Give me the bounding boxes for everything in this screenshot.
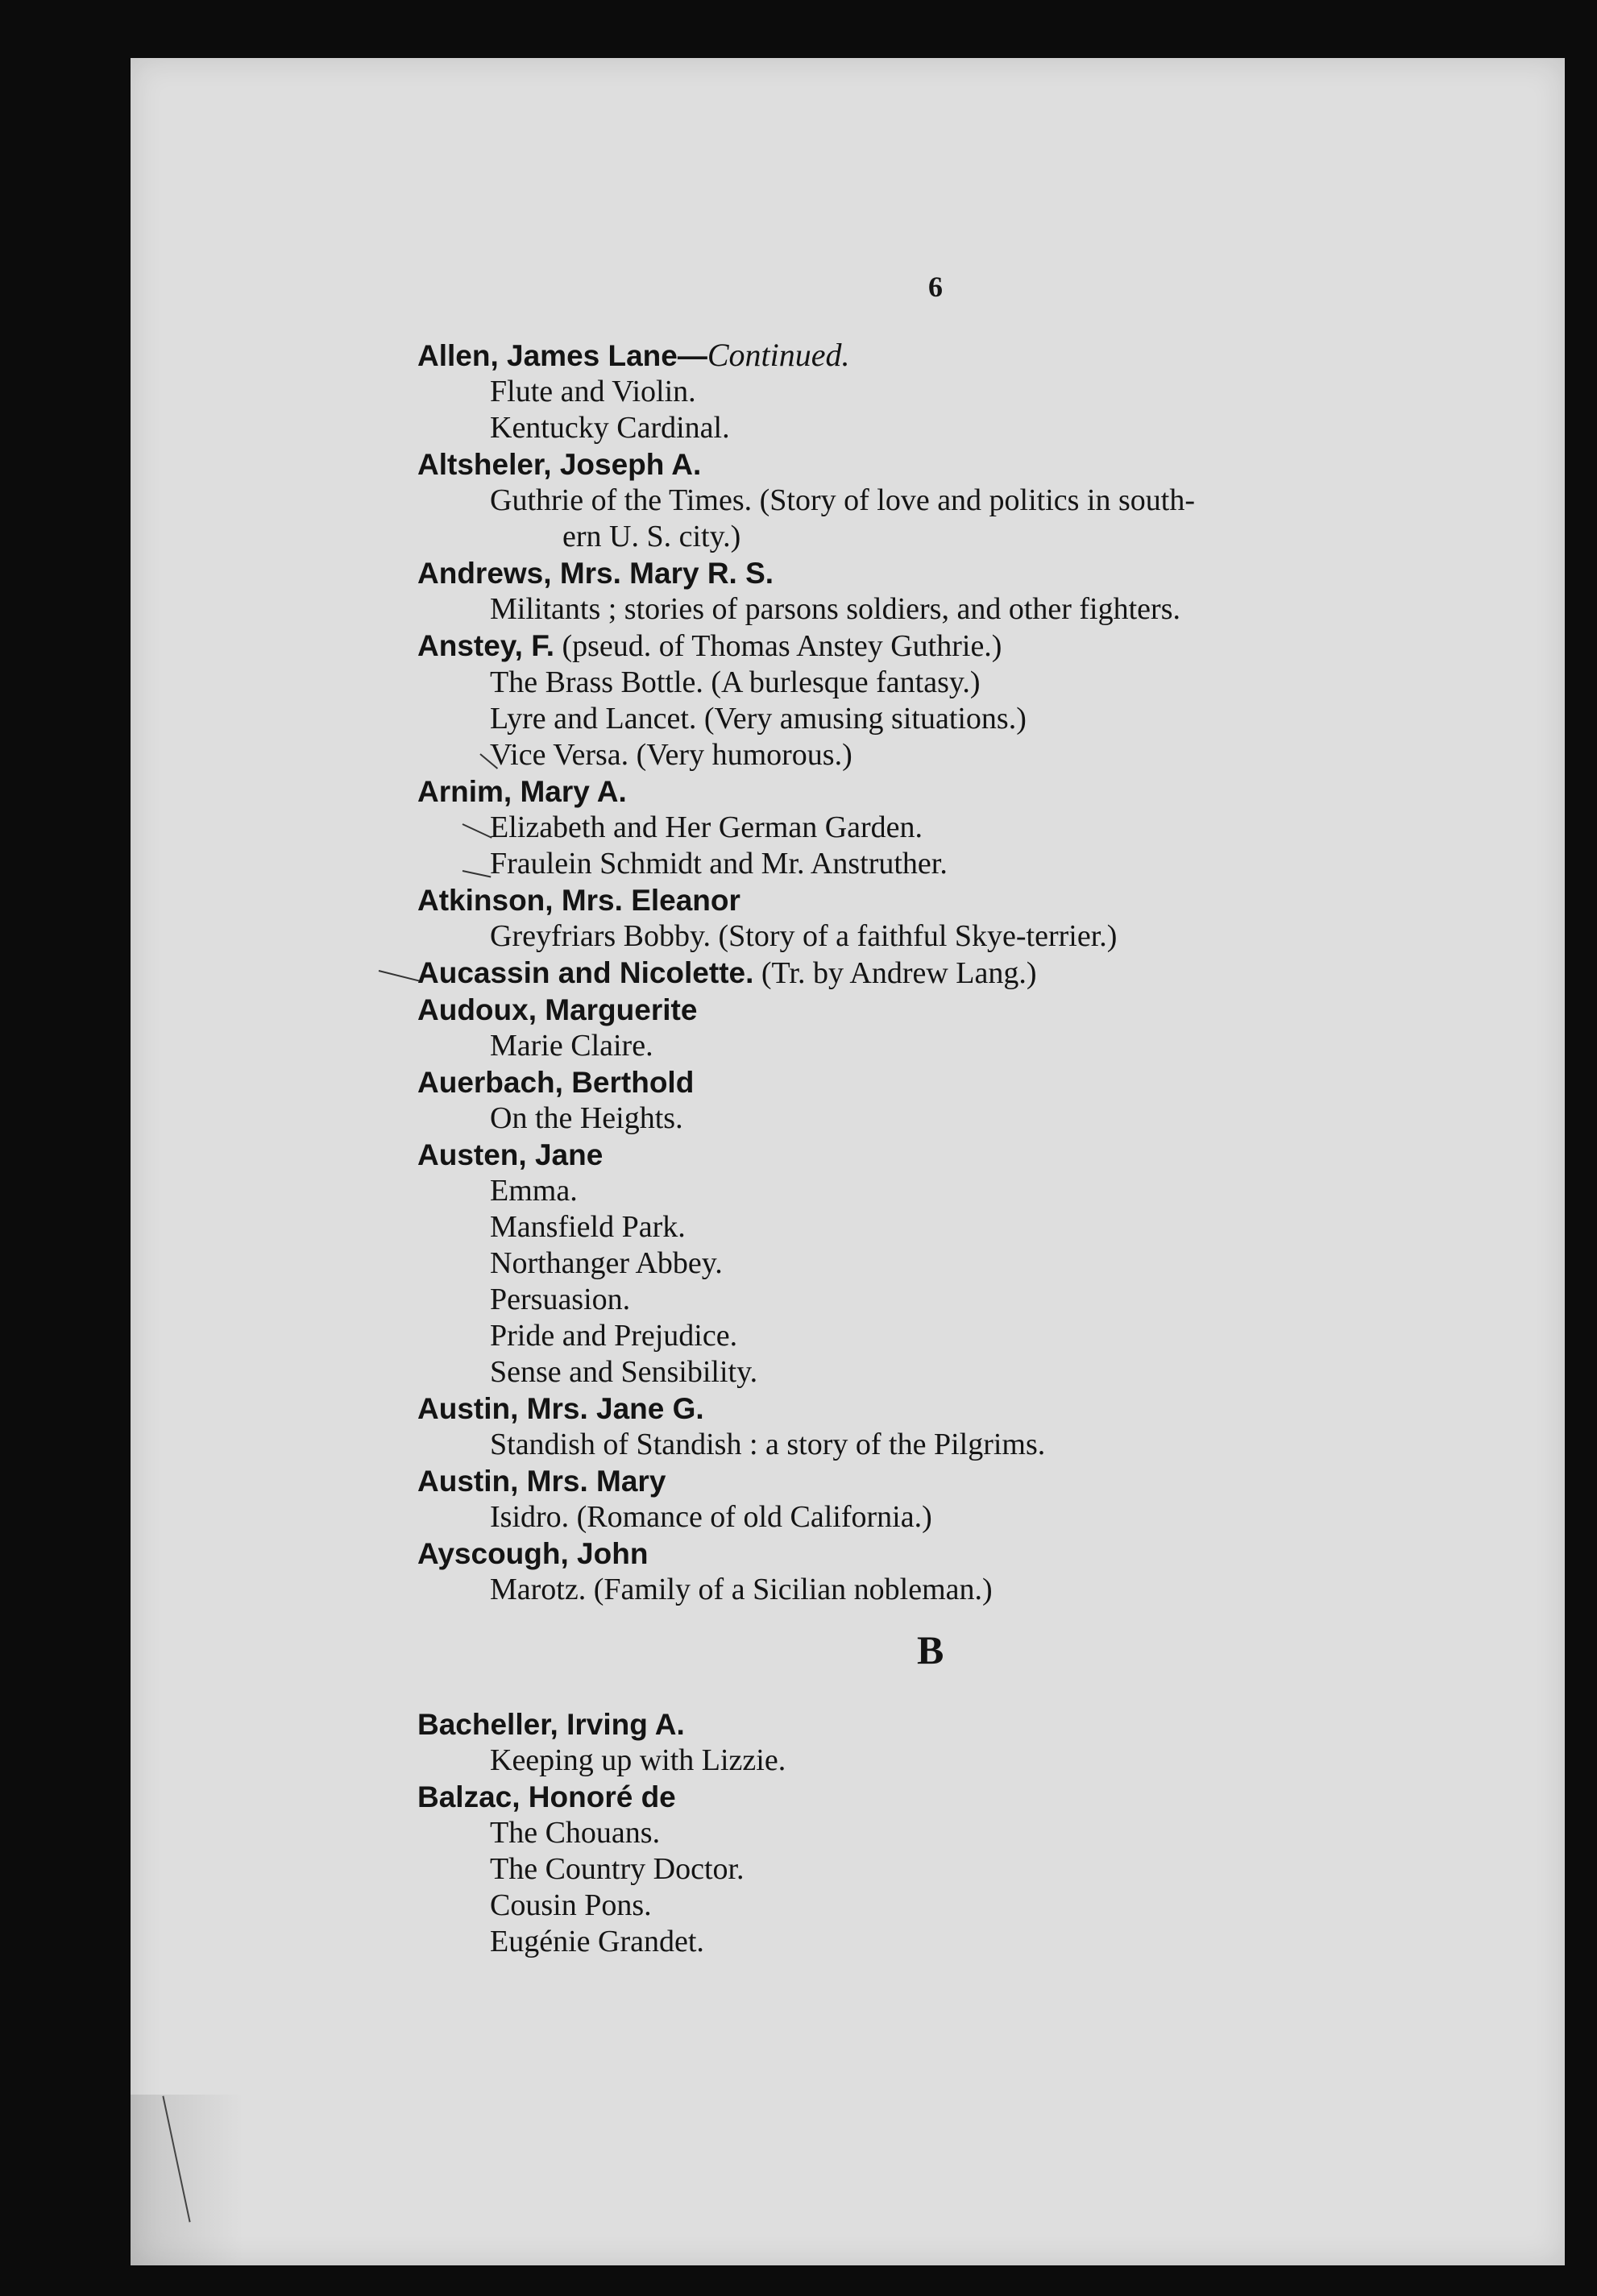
author-heading: Bacheller, Irving A. — [417, 1708, 685, 1741]
author-heading: Anstey, F. (pseud. of Thomas Anstey Guthrie.) — [417, 629, 1002, 663]
continued-label: Continued. — [707, 337, 850, 373]
author-heading: Austen, Jane — [417, 1138, 604, 1171]
book-title: Standish of Standish : a story of the Pilgrims. — [490, 1428, 1046, 1461]
book-title: The Chouans. — [490, 1816, 661, 1850]
book-title: Keeping up with Lizzie. — [490, 1743, 786, 1777]
page-edge-shadow — [131, 2095, 243, 2265]
book-title: Pride and Prejudice. — [490, 1319, 738, 1353]
author-heading: Balzac, Honoré de — [417, 1780, 676, 1813]
book-title: Isidro. (Romance of old California.) — [490, 1500, 932, 1534]
author-heading: Auerbach, Berthold — [417, 1066, 695, 1099]
author-heading: Ayscough, John — [417, 1537, 649, 1570]
book-title-continuation: ern U. S. city.) — [562, 520, 741, 553]
author-note: (Tr. by Andrew Lang.) — [753, 956, 1037, 990]
author-heading: Arnim, Mary A. — [417, 775, 627, 808]
page-number: 6 — [928, 271, 943, 303]
author-note: (pseud. of Thomas Anstey Guthrie.) — [554, 629, 1002, 663]
book-title: Flute and Violin. — [490, 375, 696, 408]
author-heading: Austin, Mrs. Mary — [417, 1465, 666, 1498]
book-title: Fraulein Schmidt and Mr. Anstruther. — [490, 847, 948, 881]
book-title: Elizabeth and Her German Garden. — [490, 810, 923, 844]
author-heading: Allen, James Lane—Continued. — [417, 337, 850, 373]
book-title: Mansfield Park. — [490, 1210, 686, 1244]
author-heading: Atkinson, Mrs. Eleanor — [417, 884, 740, 917]
book-title: Guthrie of the Times. (Story of love and politics in south- — [490, 483, 1196, 517]
author-heading: Audoux, Marguerite — [417, 993, 698, 1026]
book-title: Eugénie Grandet. — [490, 1925, 704, 1958]
book-title: Lyre and Lancet. (Very amusing situations.) — [490, 702, 1027, 736]
author-heading: Altsheler, Joseph A. — [417, 448, 702, 481]
section-letter-b: B — [917, 1627, 944, 1672]
book-title: Persuasion. — [490, 1283, 631, 1316]
book-title: The Brass Bottle. (A burlesque fantasy.) — [490, 665, 981, 699]
book-title: Marotz. (Family of a Sicilian nobleman.) — [490, 1573, 993, 1606]
book-title: The Country Doctor. — [490, 1852, 745, 1886]
book-title: Northanger Abbey. — [490, 1246, 723, 1280]
book-title: Militants ; stories of parsons soldiers, and other fighters. — [490, 592, 1180, 626]
book-title: Marie Claire. — [490, 1029, 653, 1063]
author-heading: Aucassin and Nicolette. (Tr. by Andrew Lang.) — [417, 956, 1037, 990]
author-heading: Andrews, Mrs. Mary R. S. — [417, 557, 774, 590]
book-title: Greyfriars Bobby. (Story of a faithful Skye-terrier.) — [490, 919, 1118, 953]
book-title: Cousin Pons. — [490, 1888, 652, 1922]
author-heading: Austin, Mrs. Jane G. — [417, 1392, 704, 1425]
book-title: On the Heights. — [490, 1101, 683, 1135]
entry-list — [417, 337, 1457, 1960]
book-title: Emma. — [490, 1174, 578, 1208]
book-title: Vice Versa. (Very humorous.) — [490, 738, 852, 772]
book-title: Kentucky Cardinal. — [490, 411, 730, 445]
book-title: Sense and Sensibility. — [490, 1355, 758, 1389]
